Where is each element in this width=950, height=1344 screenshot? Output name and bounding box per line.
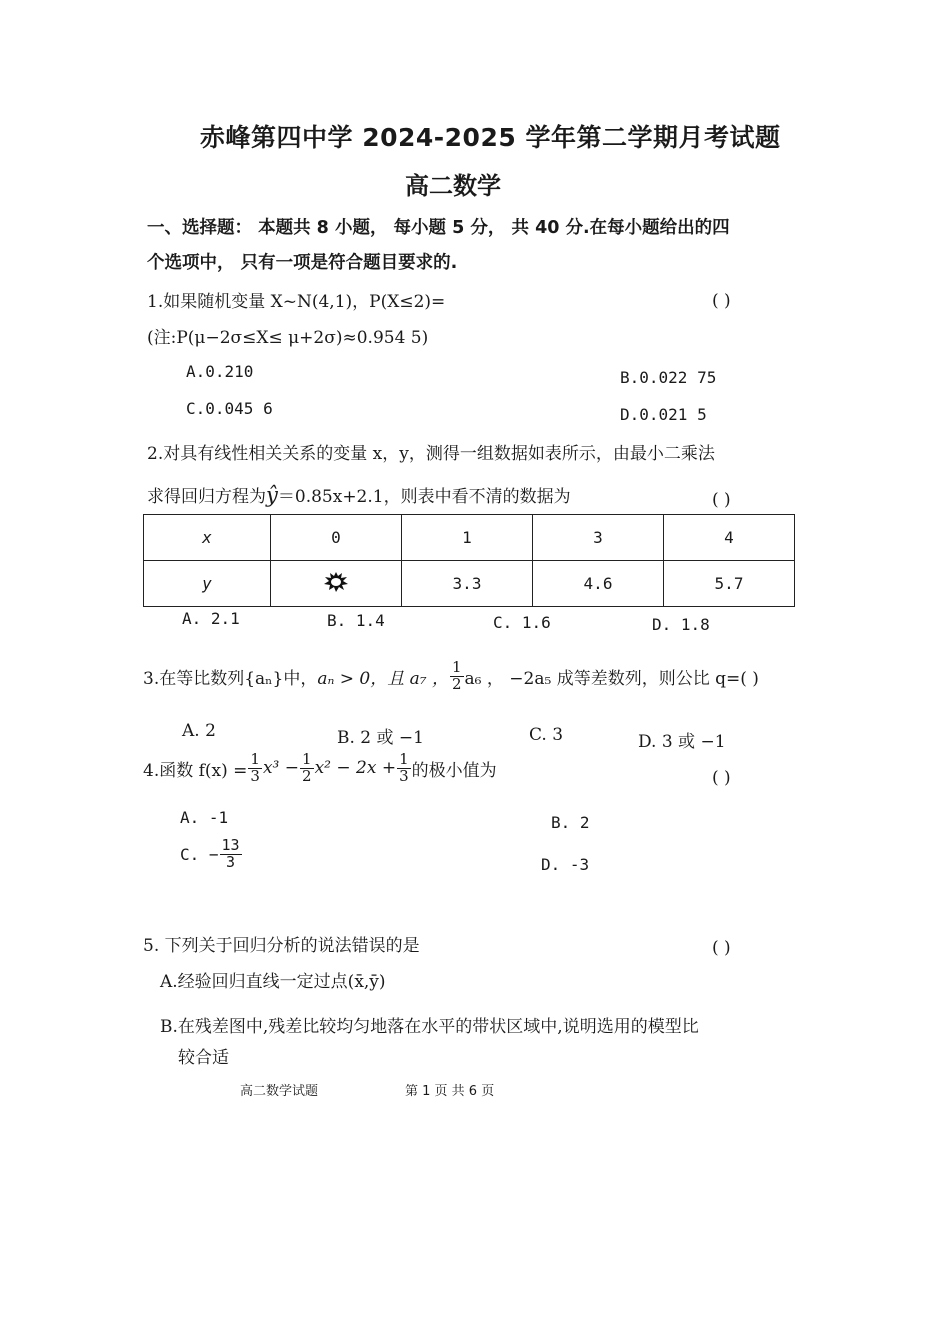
table-row — [144, 561, 795, 607]
table-header-x: x — [144, 515, 271, 561]
q3-stem — [143, 660, 759, 693]
q2-option-a: A. 2.1 — [182, 609, 240, 628]
q4-option-d: D. -3 — [541, 855, 590, 874]
q4-part-4: 的极小值为 — [411, 760, 497, 781]
q2-stem-prefix: 求得回归方程为 — [147, 487, 266, 507]
q2-data-table — [143, 514, 795, 607]
q1-option-a: A.0.210 — [186, 362, 254, 381]
ink-blot-icon — [323, 571, 349, 593]
q3-half-fraction: $\frac{1}{2}$ — [452, 658, 462, 693]
q4-option-c: C. − $\frac{13}{3}$ — [180, 836, 240, 871]
q2-y-hat: ŷ — [266, 483, 278, 507]
q5-option-a: A.经验回归直线一定过点(x̄,ȳ) — [160, 972, 386, 992]
section-instructions-line-2: 个选项中， 只有一项是符合题目要求的. — [147, 253, 458, 273]
q1-option-c: C.0.045 6 — [186, 399, 273, 418]
footer-page-number: 第 1 页 共 6 页 — [405, 1084, 495, 1099]
q5-option-b-line-2: 较合适 — [178, 1048, 229, 1068]
table-cell: 4 — [664, 515, 795, 561]
q4-fraction-3: $\frac{1}{3}$ — [399, 750, 409, 785]
q5-answer-blank: ( ) — [712, 938, 731, 958]
q4-option-c-fraction: $\frac{13}{3}$ — [221, 836, 240, 871]
q2-option-c: C. 1.6 — [493, 613, 551, 632]
q5-stem: 5. 下列关于回归分析的说法错误的是 — [143, 936, 420, 956]
table-cell: 3 — [533, 515, 664, 561]
q3-part-2: aₙ > 0，且 a₇ ， — [317, 668, 449, 689]
q4-part-2: x³ − — [262, 758, 300, 779]
table-cell: 3.3 — [402, 561, 533, 607]
q4-option-a: A. -1 — [180, 808, 229, 827]
q2-option-d: D. 1.8 — [652, 615, 710, 634]
q2-option-b: B. 1.4 — [327, 611, 385, 630]
q1-answer-blank: ( ) — [712, 291, 731, 311]
footer-subject: 高二数学试题 — [240, 1084, 319, 1099]
table-cell: 1 — [402, 515, 533, 561]
q4-fraction-1: $\frac{1}{3}$ — [250, 750, 260, 785]
q4-stem — [143, 752, 497, 785]
q4-part-3: x² − 2x + — [314, 758, 397, 779]
table-header-y: y — [144, 561, 271, 607]
table-cell: 0 — [271, 515, 402, 561]
q3-option-c: C. 3 — [529, 725, 564, 745]
q4-fraction-2: $\frac{1}{2}$ — [302, 750, 312, 785]
q1-note: (注:P(μ−2σ≤X≤ μ+2σ)≈0.954 5) — [147, 328, 429, 348]
table-cell: 5.7 — [664, 561, 795, 607]
q2-stem-suffix: ＝0.85x+2.1，则表中看不清的数据为 — [277, 487, 571, 507]
q3-part-1: 3.在等比数列{aₙ}中， — [143, 668, 318, 689]
section-instructions-line-1: 一、选择题： 本题共 8 小题， 每小题 5 分， 共 40 分.在每小题给出的四 — [147, 218, 730, 238]
exam-title: 赤峰第四中学 2024-2025 学年第二学期月考试题 — [200, 123, 781, 152]
table-cell: 4.6 — [533, 561, 664, 607]
q3-option-d: D. 3 或 −1 — [638, 732, 726, 752]
q4-option-b: B. 2 — [551, 813, 590, 832]
q2-stem-line-1: 2.对具有线性相关关系的变量 x，y，测得一组数据如表所示，由最小二乘法 — [147, 444, 715, 464]
smudged-cell — [271, 561, 402, 607]
q2-answer-blank: ( ) — [712, 490, 731, 510]
q2-stem-line-2 — [147, 482, 571, 507]
q4-part-1: 4.函数 f(x) = — [143, 760, 248, 781]
table-row — [144, 515, 795, 561]
q3-option-b: B. 2 或 −1 — [337, 728, 424, 748]
q4-answer-blank: ( ) — [712, 768, 731, 788]
q1-option-b: B.0.022 75 — [620, 368, 717, 387]
q1-stem: 1.如果随机变量 X~N(4,1)，P(X≤2)= — [147, 292, 446, 312]
q3-part-3: a₆ ， −2a₅ 成等差数列，则公比 q=( ) — [464, 668, 759, 689]
q5-option-b-line-1: B.在残差图中,残差比较均匀地落在水平的带状区域中,说明选用的模型比 — [160, 1017, 699, 1037]
q3-option-a: A. 2 — [182, 721, 216, 741]
subject-title: 高二数学 — [405, 172, 501, 200]
q1-option-d: D.0.021 5 — [620, 405, 707, 424]
